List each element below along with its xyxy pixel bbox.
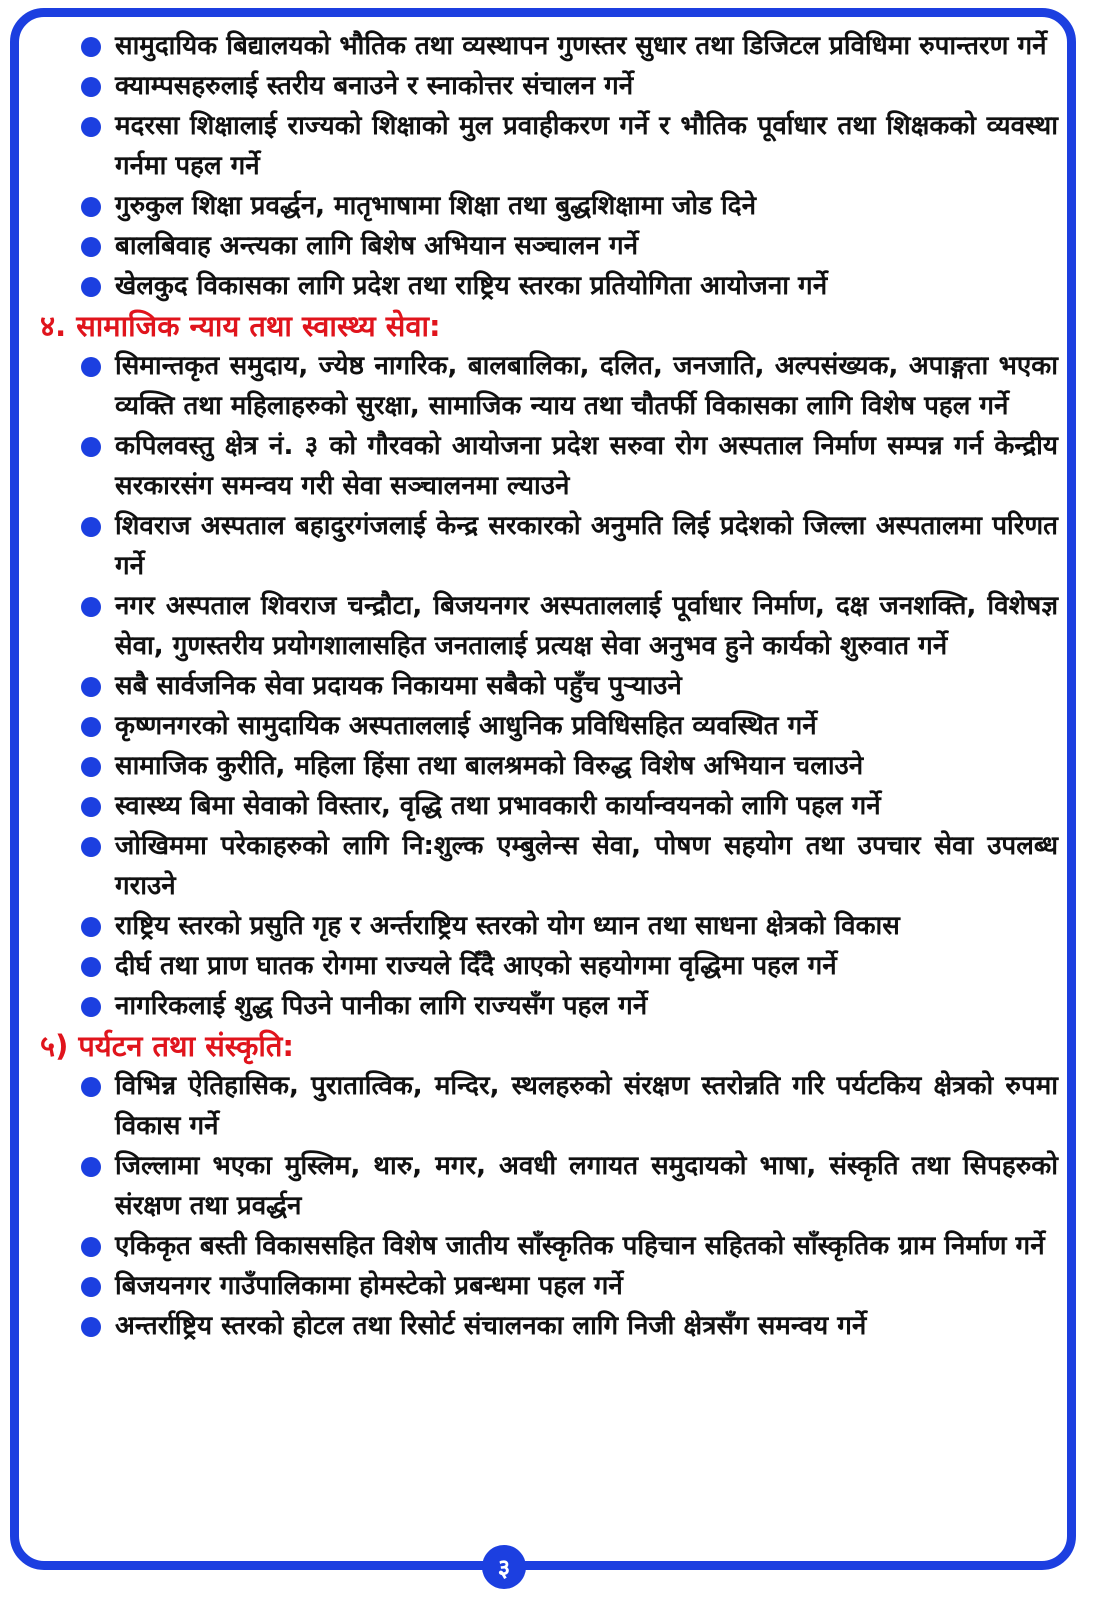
bullet-icon bbox=[81, 1157, 101, 1177]
bullet-icon bbox=[81, 957, 101, 977]
list-item bbox=[40, 1306, 1058, 1346]
bullet-icon bbox=[81, 717, 101, 737]
list-item-text: विभिन्न ऐतिहासिक, पुरातात्विक, मन्दिर, स्थलहरुको संरक्षण स्तरोन्नति गरि पर्यटकिय क्षेत्रको रुपमा विकास गर्ने bbox=[115, 1071, 1058, 1141]
list-item bbox=[40, 706, 1058, 746]
list-item-text: सिमान्तकृत समुदाय, ज्येष्ठ नागरिक, बालबालिका, दलित, जनजाति, अल्पसंख्यक, अपाङ्गता भएका व्यक्ति तथा महिलाहरुको सुरक्षा, सामाजिक न्याय तथा चौतर्फी विकासका लागि विशेष पहल गर्ने bbox=[115, 351, 1058, 421]
bullet-icon bbox=[81, 757, 101, 777]
list-item bbox=[40, 986, 1058, 1026]
list-item-text: खेलकुद विकासका लागि प्रदेश तथा राष्ट्रिय स्तरका प्रतियोगिता आयोजना गर्ने bbox=[115, 271, 828, 301]
list-item-text: सामुदायिक बिद्यालयको भौतिक तथा व्यस्थापन गुणस्तर सुधार तथा डिजिटल प्रविधिमा रुपान्तरण गर्ने bbox=[115, 31, 1047, 61]
page-number-badge bbox=[482, 1545, 526, 1589]
bullet-icon bbox=[81, 917, 101, 937]
bullet-icon bbox=[81, 437, 101, 457]
bullet-icon bbox=[81, 677, 101, 697]
list-item bbox=[40, 106, 1058, 186]
section-5-list bbox=[40, 1066, 1058, 1346]
list-item bbox=[40, 666, 1058, 706]
bullet-icon bbox=[81, 797, 101, 817]
list-item bbox=[40, 226, 1058, 266]
bullet-icon bbox=[81, 1277, 101, 1297]
list-item-text: राष्ट्रिय स्तरको प्रसुति गृह र अर्न्तराष्ट्रिय स्तरको योग ध्यान तथा साधना क्षेत्रको विकास bbox=[115, 911, 900, 941]
list-item bbox=[40, 746, 1058, 786]
list-item-text: दीर्घ तथा प्राण घातक रोगमा राज्यले दिँदै आएको सहयोगमा वृद्धिमा पहल गर्ने bbox=[115, 951, 837, 981]
bullet-icon bbox=[81, 117, 101, 137]
list-item-text: स्वास्थ्य बिमा सेवाको विस्तार, वृद्धि तथा प्रभावकारी कार्यान्वयनको लागि पहल गर्ने bbox=[115, 791, 881, 821]
list-item bbox=[40, 1266, 1058, 1306]
document-body bbox=[40, 26, 1058, 1346]
bullet-icon bbox=[81, 1317, 101, 1337]
bullet-icon bbox=[81, 277, 101, 297]
list-item-text: कृष्णनगरको सामुदायिक अस्पताललाई आधुनिक प्रविधिसहित व्यवस्थित गर्ने bbox=[115, 711, 817, 741]
bullet-icon bbox=[81, 837, 101, 857]
bullet-icon bbox=[81, 77, 101, 97]
list-item-text: क्याम्पसहरुलाई स्तरीय बनाउने र स्नाकोत्तर संचालन गर्ने bbox=[115, 71, 634, 101]
list-item bbox=[40, 266, 1058, 306]
bullet-icon bbox=[81, 357, 101, 377]
list-item bbox=[40, 1226, 1058, 1266]
list-item bbox=[40, 26, 1058, 66]
list-item bbox=[40, 1066, 1058, 1146]
list-item-text: गुरुकुल शिक्षा प्रवर्द्धन, मातृभाषामा शिक्षा तथा बुद्धशिक्षामा जोड दिने bbox=[115, 191, 757, 221]
list-item-text: शिवराज अस्पताल बहादुरगंजलाई केन्द्र सरकारको अनुमति लिई प्रदेशको जिल्ला अस्पतालमा परिणत गर्ने bbox=[115, 511, 1058, 581]
list-item-text: अन्तर्राष्ट्रिय स्तरको होटल तथा रिसोर्ट संचालनका लागि निजी क्षेत्रसँग समन्वय गर्ने bbox=[115, 1311, 867, 1341]
page-number: ३ bbox=[497, 1553, 511, 1582]
list-item-text: बालबिवाह अन्त्यका लागि बिशेष अभियान सञ्चालन गर्ने bbox=[115, 231, 639, 261]
list-item bbox=[40, 906, 1058, 946]
intro-list bbox=[40, 26, 1058, 306]
list-item-text: सबै सार्वजनिक सेवा प्रदायक निकायमा सबैको पहुँच पुऱ्याउने bbox=[115, 671, 682, 701]
bullet-icon bbox=[81, 197, 101, 217]
section-4-heading: ४. सामाजिक न्याय तथा स्वास्थ्य सेवा: bbox=[40, 309, 441, 343]
list-item-text: मदरसा शिक्षालाई राज्यको शिक्षाको मुल प्रवाहीकरण गर्ने र भौतिक पूर्वाधार तथा शिक्षकको व्यवस्था गर्नमा पहल गर्ने bbox=[115, 111, 1058, 181]
list-item bbox=[40, 946, 1058, 986]
section-5-heading: ५) पर्यटन तथा संस्कृति: bbox=[40, 1029, 294, 1063]
list-item-text: जोखिममा परेकाहरुको लागि नि:शुल्क एम्बुलेन्स सेवा, पोषण सहयोग तथा उपचार सेवा उपलब्ध गराउने bbox=[115, 831, 1058, 901]
list-item bbox=[40, 346, 1058, 426]
list-item bbox=[40, 826, 1058, 906]
list-item bbox=[40, 66, 1058, 106]
bullet-icon bbox=[81, 237, 101, 257]
list-item-text: कपिलवस्तु क्षेत्र नं. ३ को गौरवको आयोजना प्रदेश सरुवा रोग अस्पताल निर्माण सम्पन्न गर्न केन्द्रीय सरकारसंग समन्वय गरी सेवा सञ्चालनमा ल्याउने bbox=[115, 431, 1058, 501]
bullet-icon bbox=[81, 1077, 101, 1097]
section-4-list bbox=[40, 346, 1058, 1026]
list-item-text: बिजयनगर गाउँपालिकामा होमस्टेको प्रबन्धमा पहल गर्ने bbox=[115, 1271, 623, 1301]
list-item bbox=[40, 786, 1058, 826]
list-item-text: नगर अस्पताल शिवराज चन्द्रौटा, बिजयनगर अस्पताललाई पूर्वाधार निर्माण, दक्ष जनशक्ति, विशेषज्ञ सेवा, गुणस्तरीय प्रयोगशालासहित जनतालाई प्रत्यक्ष सेवा अनुभव हुने कार्यको शुरुवात गर्ने bbox=[115, 591, 1058, 661]
list-item-text: नागरिकलाई शुद्ध पिउने पानीका लागि राज्यसँग पहल गर्ने bbox=[115, 991, 648, 1021]
list-item-text: जिल्लामा भएका मुस्लिम, थारु, मगर, अवधी लगायत समुदायको भाषा, संस्कृति तथा सिपहरुको संरक्षण तथा प्रवर्द्धन bbox=[115, 1151, 1058, 1221]
list-item bbox=[40, 586, 1058, 666]
list-item bbox=[40, 186, 1058, 226]
list-item bbox=[40, 426, 1058, 506]
list-item-text: एकिकृत बस्ती विकाससहित विशेष जातीय साँस्कृतिक पहिचान सहितको साँस्कृतिक ग्राम निर्माण गर्ने bbox=[115, 1231, 1045, 1261]
list-item bbox=[40, 1146, 1058, 1226]
list-item-text: सामाजिक कुरीति, महिला हिंसा तथा बालश्रमको विरुद्ध विशेष अभियान चलाउने bbox=[115, 751, 864, 781]
bullet-icon bbox=[81, 597, 101, 617]
bullet-icon bbox=[81, 517, 101, 537]
bullet-icon bbox=[81, 1237, 101, 1257]
bullet-icon bbox=[81, 37, 101, 57]
bullet-icon bbox=[81, 997, 101, 1017]
list-item bbox=[40, 506, 1058, 586]
